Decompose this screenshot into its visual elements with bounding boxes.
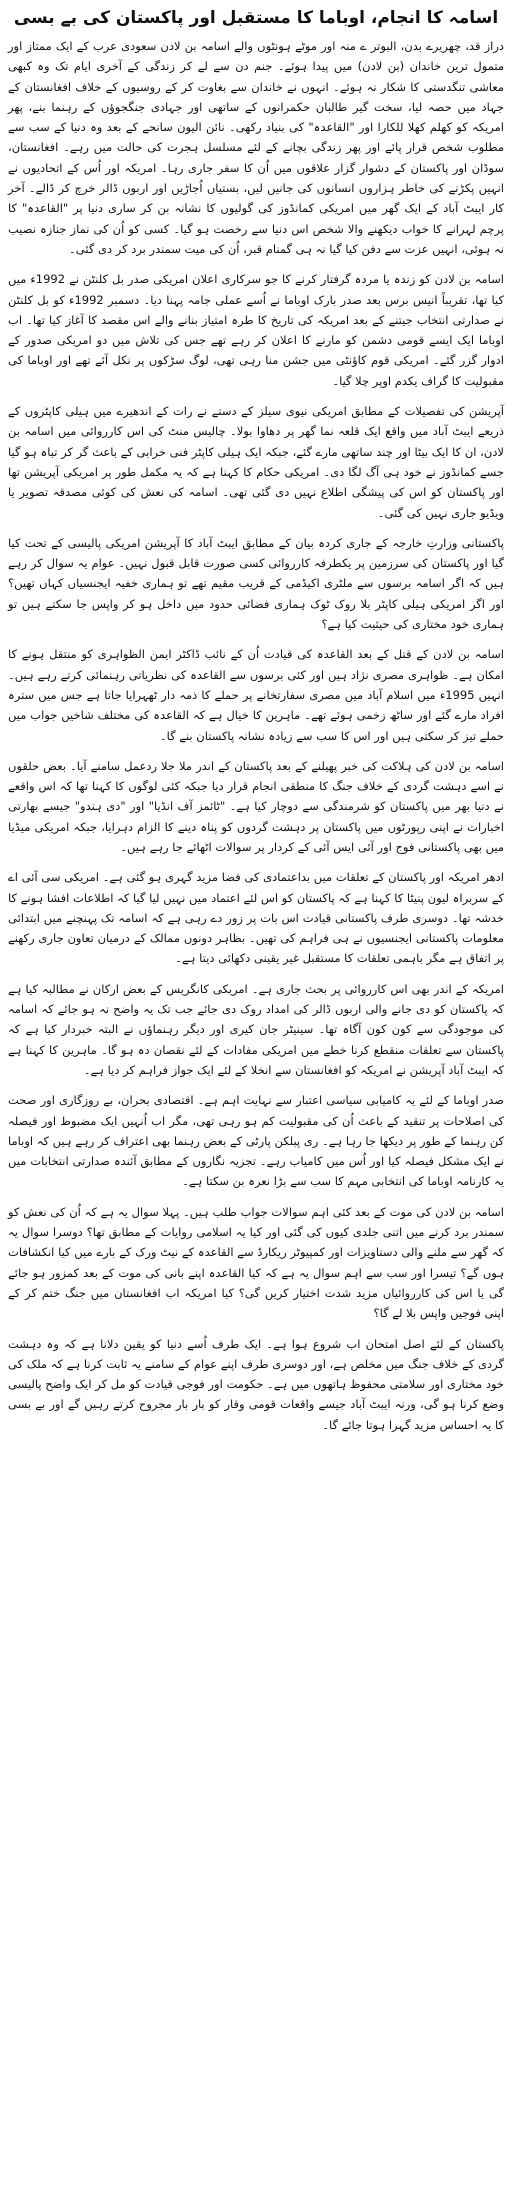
article-paragraph: صدر اوباما کے لئے یہ کامیابی سیاسی اعتبار سے نہایت اہم ہے۔ اقتصادی بحران، بے روزگاری اور صحت کی اصلاحات پر تنقید کے باعث اُن کی مقبولیت کم ہو رہی تھی، مگر اب اُنہیں ایک مضبوط اور فیصلہ کن رہنما کے طور پر دیکھا جا رہا ہے۔ ری پبلکن پارٹی کے بعض رہنما بھی اعتراف کر رہے ہیں کہ اوباما نے ایک مشکل فیصلہ کیا اور اُس میں کامیاب رہے۔ تجزیہ نگاروں کے مطابق آئندہ صدارتی انتخابات میں یہ کارنامہ اوباما کی انتخابی مہم کا سب سے بڑا نعرہ بن سکتا ہے۔ [8,1093,504,1189]
article-paragraph: اسامہ بن لادن کو زندہ یا مردہ گرفتار کرنے کا جو سرکاری اعلان امریکی صدر بل کلنٹن نے 1992ء میں کیا تھا، تقریباً انیس برس بعد صدر بارک اوباما نے اُسے عملی جامہ پہنا دیا۔ دسمبر 1992ء کو بل کلنٹن نے صدارتی انتخاب جیتنے کے بعد امریکہ کی تاریخ کا طرہ امتیاز بنانے والے اس مقصد کا آغاز کیا تھا۔ اب اوباما ایک ایسے قومی دشمن کو مارنے کا اعلان کر رہے تھے جس کی تلاش میں دو امریکی صدور کے ادوار گزر گئے۔ امریکی قوم کاؤنٹی میں جشن منا رہی تھی، لوگ سڑکوں پر نکل آئے تھے اور اوباما کی مقبولیت کا گراف یکدم اوپر چلا گیا۔ [8,272,504,388]
newspaper-column [6,0,506,2198]
article-headline: اسامہ کا انجام، اوباما کا مستقبل اور پاکستان کی بے بسی [13,8,499,28]
article-paragraph: اسامہ بن لادن کی ہلاکت کی خبر پھیلنے کے بعد پاکستان کے اندر ملا جلا ردعمل سامنے آیا۔ بعض حلقوں نے اسے دہشت گردی کے خلاف جنگ کا منطقی انجام قرار دیا جبکہ کئی لوگوں کا کہنا تھا کہ اس واقعے نے دنیا بھر میں پاکستان کو شرمندگی سے دوچار کیا ہے۔ "ٹائمز آف انڈیا" اور "دی ہندو" جیسے بھارتی اخبارات نے اپنی رپورٹوں میں پاکستان پر دہشت گردوں کو پناہ دینے کا الزام دہرایا، جبکہ امریکی میڈیا میں بھی پاکستانی فوج اور آئی ایس آئی کے کردار پر سوالات اٹھائے جا رہے ہیں۔ [8,758,504,854]
article-paragraph: دراز قد، چھریرے بدن، البوتر ے منہ اور موٹے ہونٹوں والے اسامہ بن لادن سعودی عرب کے ایک ممتاز اور متمول ترین خاندان (بن لادن) میں پیدا ہوئے۔ جنم دن سے لے کر زندگی کے آخری ایام تک وہ کبھی معاشی تنگدستی کا شکار نہ ہوئے۔ انہوں نے خاندان سے بغاوت کر کے روسیوں کے خلاف افغانستان کے جہاد میں حصہ لیا، سخت گیر طالبان حکمرانوں کے ساتھی اور جہادی جنگجوؤں کے رہنما بنے، پھر امریکہ کو کھلم کھلا للکارا اور "القاعدہ" کی بنیاد رکھی۔ نائن الیون سانحے کے بعد وہ دنیا کے سب سے مطلوب شخص قرار پائے اور پھر زندگی بچانے کے لئے مسلسل ہجرت کی حالت میں رہے۔ افغانستان، سوڈان اور پاکستان کے دشوار گزار علاقوں میں اُن کا سفر جاری رہا۔ امریکہ اور اُس کے اتحادیوں نے انہیں پکڑنے کی خاطر ہزاروں انسانوں کی جانیں لیں، بستیاں اُجاڑیں اور اربوں ڈالر خرچ کر ڈالے۔ آخر کار ایبٹ آباد کے ایک گھر میں امریکی کمانڈوز کی گولیوں کا نشانہ بن کر ساری دنیا پر "القاعدہ" کا پرچم لہرانے کا خواب دیکھنے والا شخص اس دنیا سے رخصت ہو گیا۔ کسی کو اُن کی نماز جنازہ نصیب نہ ہوئی، انہیں عزت سے دفن کیا گیا نہ ہی گمنام قبر، اُن کی میت سمندر برد کر دی گئی۔ [8,39,504,256]
article-body [8,36,504,1435]
article-paragraph: امریکہ کے اندر بھی اس کارروائی پر بحث جاری ہے۔ امریکی کانگریس کے بعض ارکان نے مطالبہ کیا ہے کہ پاکستان کو دی جانے والی اربوں ڈالر کی امداد روک دی جائے جب تک یہ واضح نہ ہو جائے کہ اسامہ کی موجودگی سے کون کون آگاہ تھا۔ سینیٹر جان کیری اور دیگر رہنماؤں نے البتہ خبردار کیا ہے کہ پاکستان سے تعلقات منقطع کرنا خطے میں امریکی مفادات کے لئے نقصان دہ ہو گا۔ ماہرین کا کہنا ہے کہ ایبٹ آباد آپریشن نے امریکہ کو افغانستان سے انخلا کے لئے ایک جواز فراہم کر دیا ہے۔ [8,981,504,1077]
article-paragraph: آپریشن کی تفصیلات کے مطابق امریکی نیوی سیلز کے دستے نے رات کے اندھیرے میں ہیلی کاپٹروں کے ذریعے ایبٹ آباد میں واقع ایک قلعہ نما گھر پر دھاوا بولا۔ چالیس منٹ کی اس کارروائی میں اسامہ بن لادن، ان کا ایک بیٹا اور چند ساتھی مارے گئے، جبکہ ایک ہیلی کاپٹر فنی خرابی کے باعث گر کر تباہ ہو گیا جسے کمانڈوز نے خود ہی آگ لگا دی۔ امریکی حکام کا کہنا ہے کہ یہ مکمل طور پر امریکی آپریشن تھا اور پاکستان کو اس کی پیشگی اطلاع نہیں دی گئی تھی۔ اسامہ کی نعش کی کوئی مصدقہ تصویر یا ویڈیو جاری نہیں کی گئی۔ [8,404,504,520]
article-paragraph: اسامہ بن لادن کی موت کے بعد کئی اہم سوالات جواب طلب ہیں۔ پہلا سوال یہ ہے کہ اُن کی نعش کو سمندر برد کرنے میں اتنی جلدی کیوں کی گئی اور کیا یہ اسلامی روایات کے مطابق تھا؟ دوسرا سوال یہ کہ گھر سے ملنے والی دستاویزات اور کمپیوٹر ریکارڈ سے القاعدہ کے نیٹ ورک کے بارے میں کیا انکشافات ہوں گے؟ تیسرا اور سب سے اہم سوال یہ ہے کہ کیا القاعدہ اپنے بانی کی موت کے بعد کمزور ہو جائے گی یا اس کی کارروائیاں مزید شدت اختیار کریں گی؟ کیا امریکہ اب افغانستان میں جنگ ختم کر کے اپنی فوجیں واپس بلا لے گا؟ [8,1204,504,1321]
article-paragraph: اسامہ بن لادن کے قتل کے بعد القاعدہ کی قیادت اُن کے نائب ڈاکٹر ایمن الظواہری کو منتقل ہونے کا امکان ہے۔ ظواہری مصری نژاد ہیں اور کئی برسوں سے القاعدہ کی نظریاتی رہنمائی کرتے رہے ہیں۔ انہیں 1995ء میں اسلام آباد میں مصری سفارتخانے پر حملے کا ذمہ دار ٹھہرایا جاتا ہے جس میں سترہ افراد مارے گئے اور ساٹھ زخمی ہوئے تھے۔ ماہرین کا خیال ہے کہ القاعدہ کی مختلف شاخیں جواب میں حملے تیز کر سکتی ہیں اور اس کا سب سے زیادہ نشانہ پاکستان بنے گا۔ [8,647,504,743]
article-paragraph: پاکستانی وزارتِ خارجہ کے جاری کردہ بیان کے مطابق ایبٹ آباد کا آپریشن امریکی پالیسی کے تحت کیا گیا اور پاکستان کی سرزمین پر یکطرفہ کارروائی کسی صورت قابل قبول نہیں۔ عوام یہ سوال کر رہے ہیں کہ اگر اسامہ برسوں سے ملٹری اکیڈمی کے قریب مقیم تھے تو ہماری خفیہ ایجنسیاں کہاں تھیں؟ اور اگر امریکی ہیلی کاپٹر بلا روک ٹوک ہماری فضائی حدود میں داخل ہو کر واپس جا سکتے ہیں تو ہماری خود مختاری کی حیثیت کیا ہے؟ [8,535,504,632]
article-paragraph: ادھر امریکہ اور پاکستان کے تعلقات میں بداعتمادی کی فضا مزید گہری ہو گئی ہے۔ امریکی سی آئی اے کے سربراہ لیون پنیٹا کا کہنا ہے کہ پاکستان کو اس لئے اعتماد میں نہیں لیا گیا کہ اطلاعات افشا ہونے کا خدشہ تھا۔ دوسری طرف پاکستانی قیادت اس بات پر زور دے رہی ہے کہ اسامہ تک پہنچنے میں ابتدائی معلومات پاکستانی ایجنسیوں نے ہی فراہم کی تھیں۔ بظاہر دونوں ممالک کے درمیان تعاون جاری رکھنے پر اتفاق ہے مگر باہمی تعلقات کا مستقبل غیر یقینی دکھائی دیتا ہے۔ [8,870,504,966]
article-paragraph: پاکستان کے لئے اصل امتحان اب شروع ہوا ہے۔ ایک طرف اُسے دنیا کو یقین دلانا ہے کہ وہ دہشت گردی کے خلاف جنگ میں مخلص ہے، اور دوسری طرف اپنے عوام کے سامنے یہ ثابت کرنا ہے کہ ملک کی خود مختاری اور سلامتی محفوظ ہاتھوں میں ہے۔ حکومت اور فوجی قیادت کو مل کر ایک واضح پالیسی وضع کرنا ہو گی، ورنہ ایبٹ آباد جیسے واقعات قومی وقار کو بار بار مجروح کرتے رہیں گے اور بے بسی کا یہ احساس مزید گہرا ہوتا جائے گا۔ [8,1336,504,1432]
